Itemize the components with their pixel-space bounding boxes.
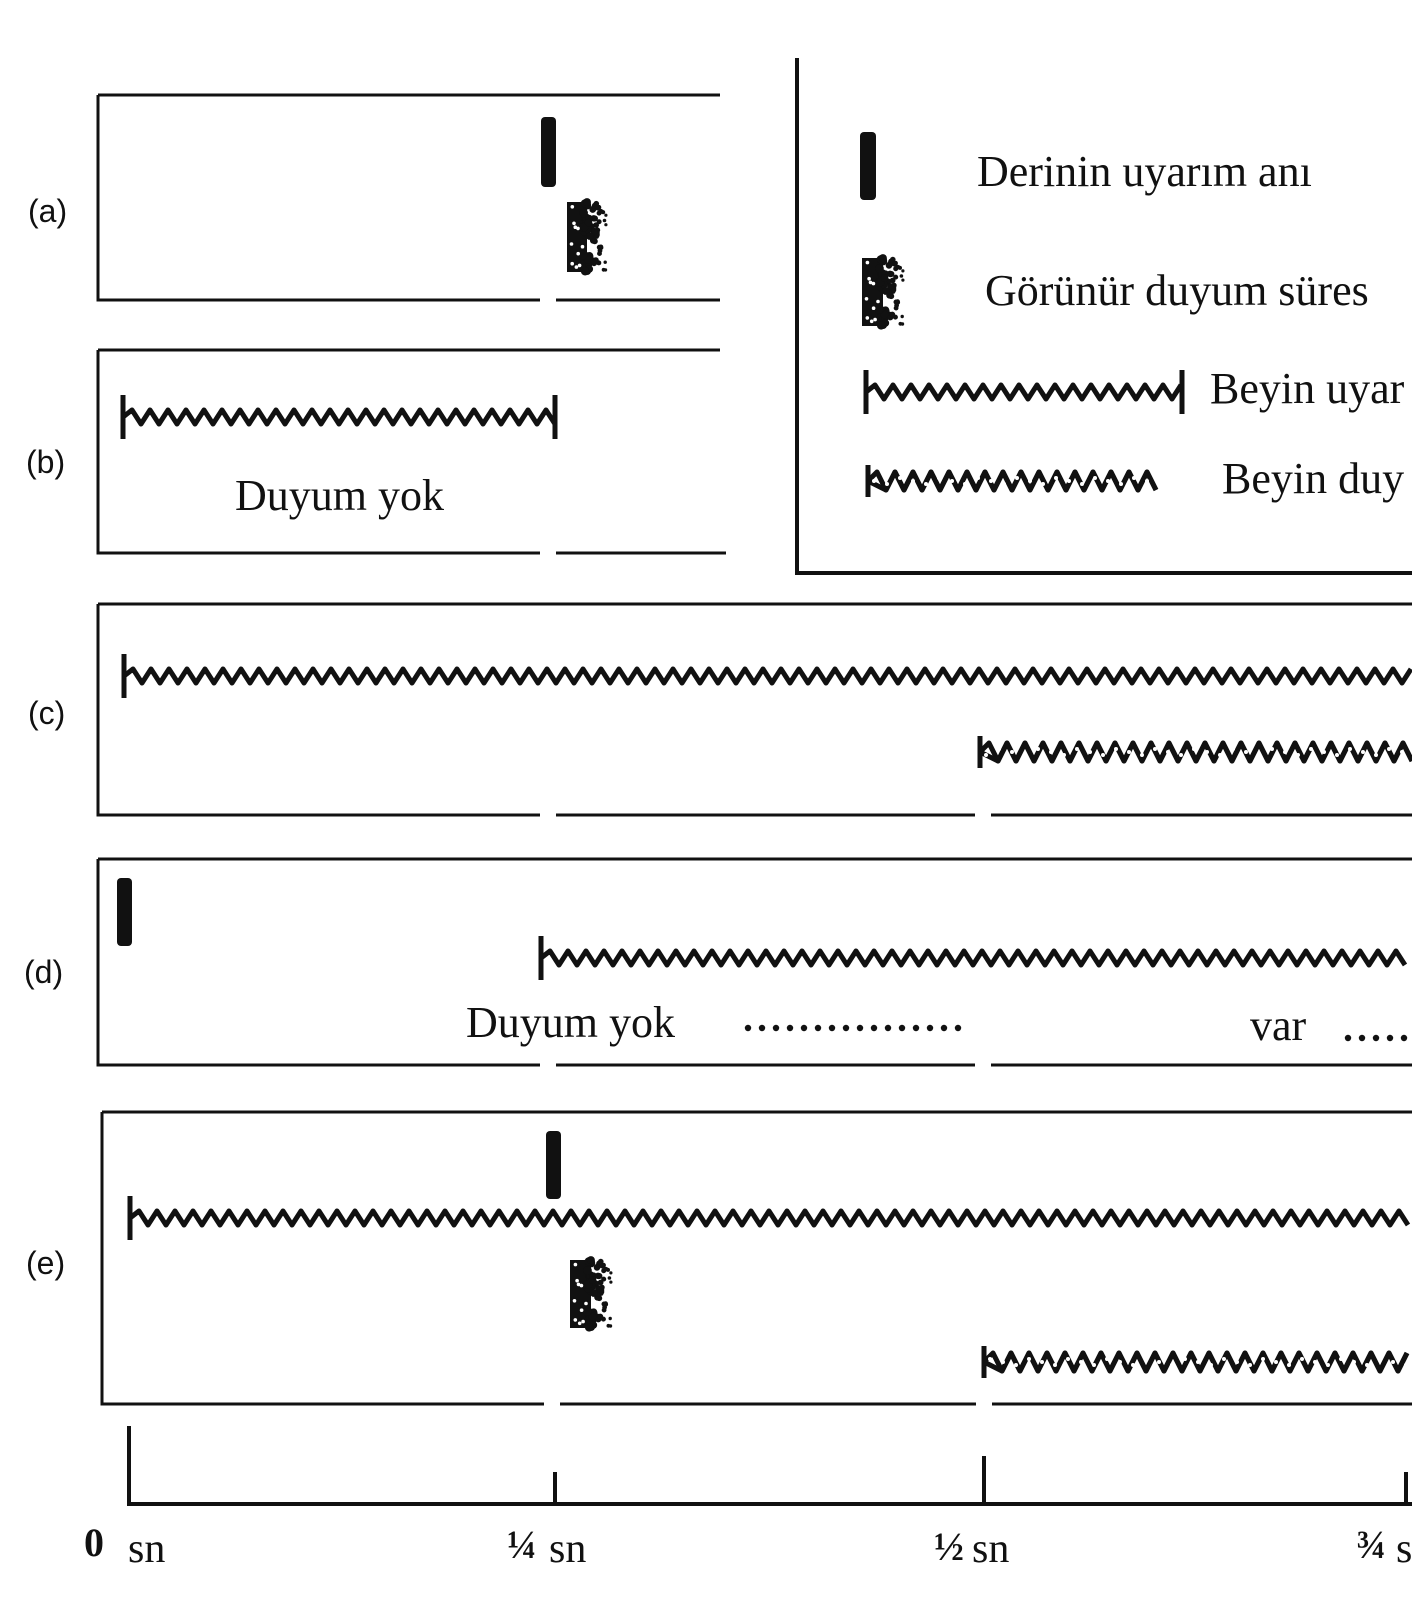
brain-stimulation-wave: [541, 936, 1405, 980]
panel-label-e: (e): [26, 1245, 66, 1281]
panel-b-note: Duyum yok: [235, 471, 444, 520]
apparent-sensation-mark: [570, 1256, 613, 1332]
dotted-leader: [1345, 1035, 1407, 1041]
brain-sensation-wave: [984, 1346, 1408, 1378]
panel-e: [26, 1112, 1412, 1404]
axis-tick-label-3-unit: s: [1396, 1526, 1412, 1572]
brain-stimulation-wave: [130, 1196, 1408, 1240]
panel-b: [26, 350, 726, 553]
time-axis: [84, 1426, 1412, 1572]
skin-stimulus-icon: [860, 132, 876, 200]
panel-a: [28, 95, 720, 300]
legend-item-3: Beyin uyar: [1210, 364, 1405, 413]
panel-label-c: (c): [28, 695, 66, 731]
apparent-sensation-icon: [862, 254, 905, 329]
dotted-leader: [745, 1025, 961, 1031]
brain-stimulation-wave-icon: [866, 370, 1182, 414]
panel-d-note-2: var: [1250, 1001, 1307, 1050]
panel-label-a: (a): [28, 193, 68, 229]
axis-tick-label-0-value: 0: [84, 1520, 104, 1565]
legend-item-2: Görünür duyum süres: [985, 266, 1369, 315]
brain-sensation-wave-icon: [868, 465, 1162, 497]
panel-c: [28, 604, 1412, 815]
axis-tick-label-2-fraction: ½: [934, 1524, 964, 1569]
brain-sensation-wave: [980, 736, 1412, 768]
brain-stimulation-wave: [124, 654, 1411, 698]
axis-tick-label-0-unit: sn: [128, 1526, 166, 1572]
legend: [797, 58, 1412, 573]
axis-tick-label-2-unit: sn: [972, 1526, 1010, 1572]
panel-d-note: Duyum yok: [466, 998, 675, 1047]
axis-tick-label-1-fraction: ¼: [507, 1522, 537, 1567]
panel-label-d: (d): [24, 954, 64, 990]
skin-stimulus-mark: [541, 117, 556, 187]
legend-item-4: Beyin duy: [1222, 454, 1405, 503]
skin-stimulus-mark: [546, 1131, 561, 1199]
panel-d: [24, 859, 1412, 1065]
apparent-sensation-mark: [567, 198, 608, 275]
legend-item-1: Derinin uyarım anı: [977, 147, 1312, 196]
skin-stimulus-mark: [117, 878, 132, 946]
brain-stimulation-wave: [123, 395, 555, 439]
panel-label-b: (b): [26, 444, 66, 480]
axis-tick-label-1-unit: sn: [549, 1526, 587, 1572]
axis-tick-label-3-fraction: ¾: [1356, 1522, 1386, 1567]
